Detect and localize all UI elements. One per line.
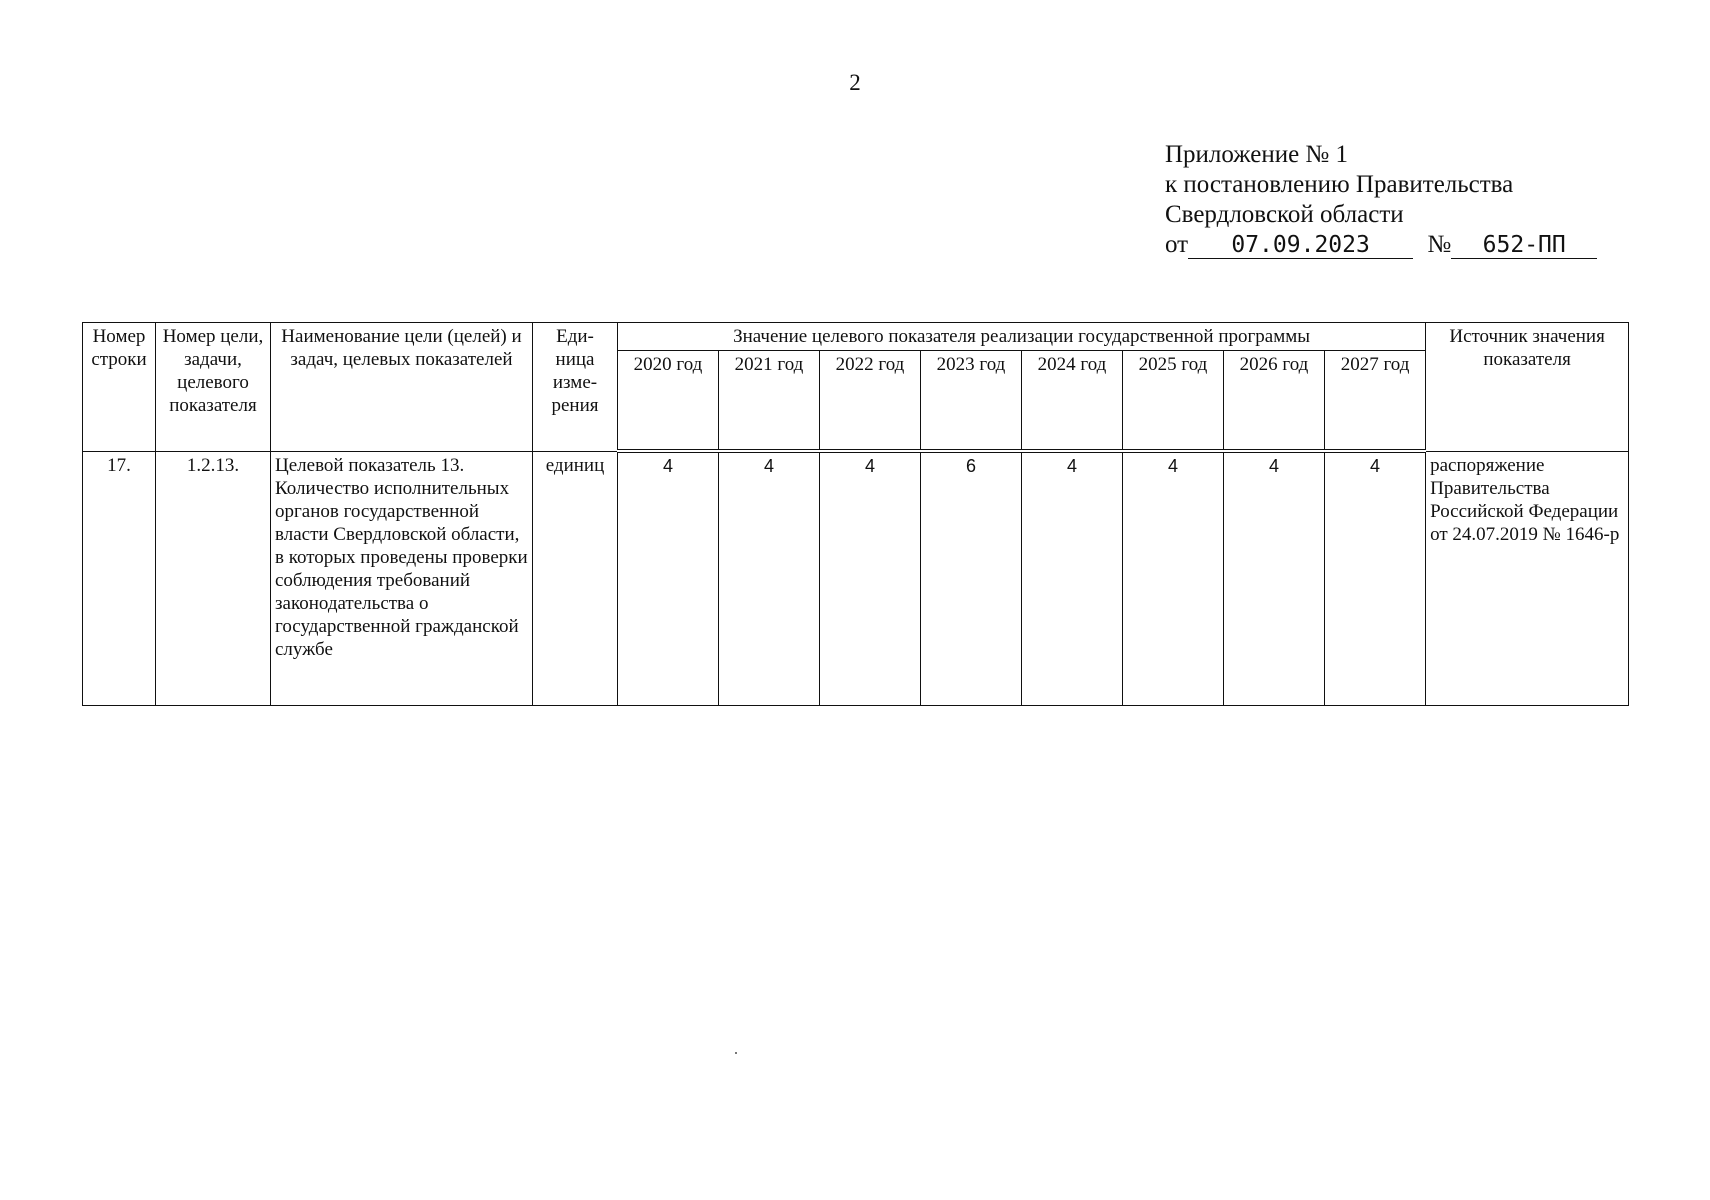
header-year-2026: 2026 год [1224,351,1325,452]
header-year-2021: 2021 год [719,351,820,452]
appendix-line-3: Свердловской области [1165,201,1404,228]
header-row-1 [83,323,1629,351]
header-name: Наименование цели (целей) и задач, целевых показателей [271,323,533,452]
cell-value-2025: 4 [1123,451,1224,705]
cell-value-2023: 6 [921,451,1022,705]
cell-value-2024: 4 [1022,451,1123,705]
header-year-2020: 2020 год [618,351,719,452]
header-goal-no: Номер цели, задачи, целевого показателя [156,323,271,452]
cell-value-2020: 4 [618,451,719,705]
cell-name: Целевой показатель 13. Количество исполнительных органов государственной власти Свердловской области, в которых проведены проверки соблюдения требований законодательства о государственной гражданской службе [271,451,533,705]
header-source: Источник значения показателя [1426,323,1629,452]
appendix-line-2: к постановлению Правительства [1165,171,1514,198]
appendix-date-row [1165,230,1597,260]
resolution-date: 07.09.2023 [1188,232,1413,259]
cell-value-2026: 4 [1224,451,1325,705]
cell-row-no: 17. [83,451,156,705]
header-year-2025: 2025 год [1123,351,1224,452]
cell-goal-no: 1.2.13. [156,451,271,705]
page-number: 2 [849,70,861,95]
cell-unit: единиц [533,451,618,705]
header-row-no: Номер строки [83,323,156,452]
cell-source: распоряжение Правительства Российской Федерации от 24.07.2019 № 1646-р [1426,451,1629,705]
header-values-group: Значение целевого показателя реализации государственной программы [618,323,1426,351]
header-year-2024: 2024 год [1022,351,1123,452]
from-label: от [1165,231,1189,258]
resolution-number: 652-ПП [1451,232,1597,259]
header-year-2027: 2027 год [1325,351,1426,452]
scan-speck [735,1052,737,1054]
header-year-2022: 2022 год [820,351,921,452]
cell-value-2021: 4 [719,451,820,705]
cell-value-2027: 4 [1325,451,1426,705]
appendix-block [1165,140,1597,260]
target-indicators-table [82,322,1629,706]
cell-value-2022: 4 [820,451,921,705]
appendix-title: Приложение № 1 [1165,141,1349,168]
number-label: № [1427,231,1452,258]
table-row [83,451,1629,705]
header-year-2023: 2023 год [921,351,1022,452]
header-unit: Еди-ница изме-рения [533,323,618,452]
